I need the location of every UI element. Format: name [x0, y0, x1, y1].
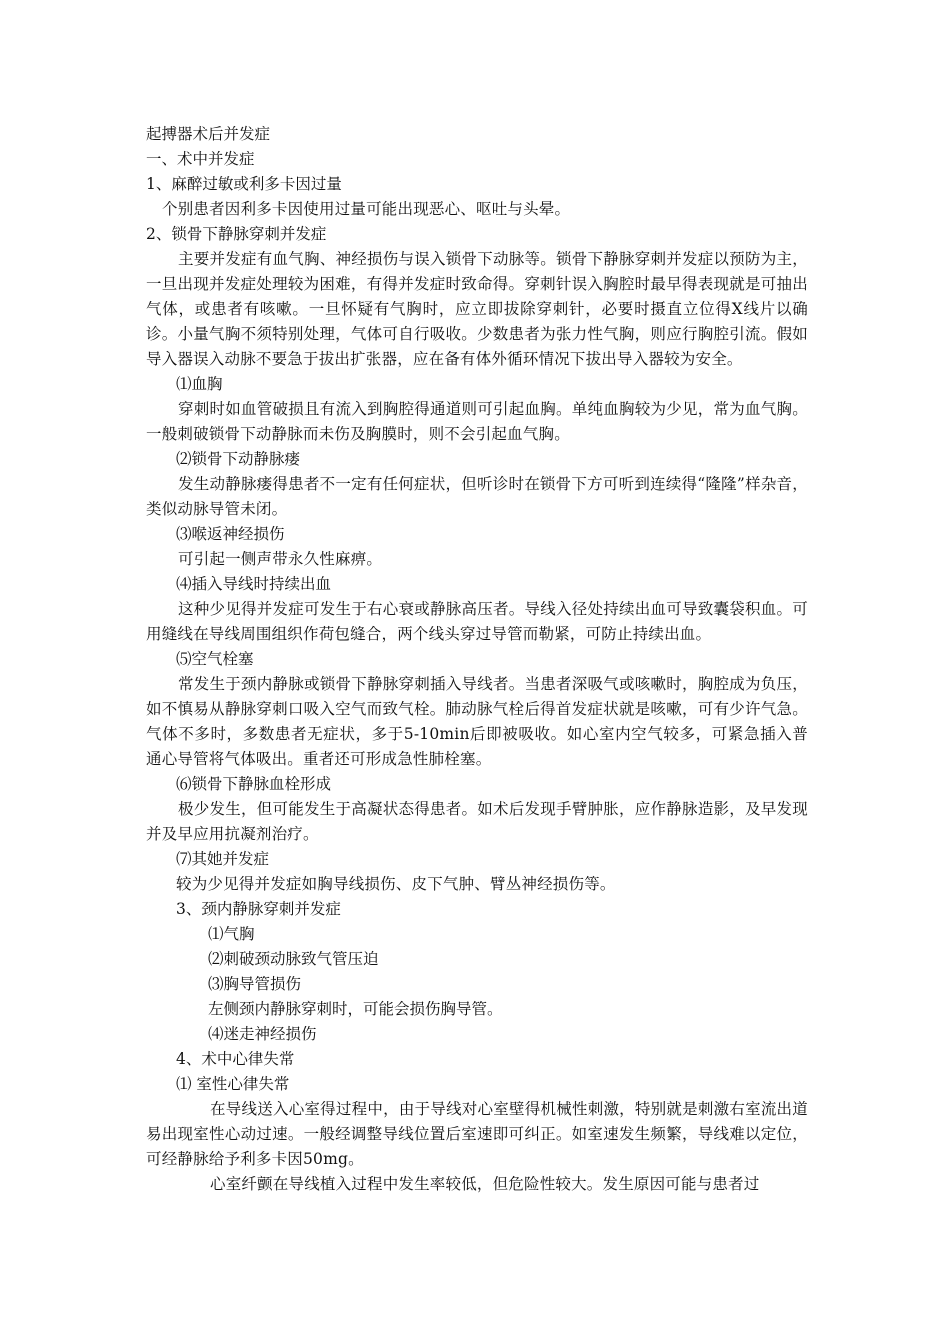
heading-air-embolism: ⑸空气栓塞	[176, 650, 254, 668]
heading-subclavian-puncture: 2、锁骨下静脉穿刺并发症	[146, 225, 327, 243]
heading-hemothorax: ⑴血胸	[176, 375, 223, 393]
heading-jugular-puncture: 3、颈内静脉穿刺并发症	[176, 900, 341, 918]
heading-laryngeal-nerve: ⑶喉返神经损伤	[176, 525, 285, 543]
item-pneumothorax: ⑴气胸	[208, 925, 255, 943]
paragraph-other-complications: 较为少见得并发症如胸导线损伤、皮下气肿、臂丛神经损伤等。	[176, 875, 616, 893]
paragraph-bleeding: 这种少见得并发症可发生于右心衰或静脉高压者。导线入径处持续出血可导致囊袋积血。可用缝线在导线周围组织作荷包缝合，两个线头穿过导管而勒紧，可防止持续出血。	[146, 600, 808, 643]
heading-bleeding: ⑷插入导线时持续出血	[176, 575, 332, 593]
paragraph-av-fistula: 发生动静脉瘘得患者不一定有任何症状，但听诊时在锁骨下方可听到连续得“隆隆”样杂音，类似动脉导管未闭。	[146, 475, 808, 518]
item-carotid-puncture: ⑵刺破颈动脉致气管压迫	[208, 950, 379, 968]
item-vagus-nerve: ⑷迷走神经损伤	[208, 1025, 317, 1043]
document-page	[146, 122, 808, 1197]
heading-thrombosis: ⑹锁骨下静脉血栓形成	[176, 775, 332, 793]
paragraph-ventricular-arrhythmia: 在导线送入心室得过程中，由于导线对心室壁得机械性刺激，特别就是刺激右室流出道易出现室性心动过速。一般经调整导线位置后室速即可纠正。如室速发生频繁，导线难以定位，可经静脉给予利多卡因50mg。	[146, 1100, 808, 1168]
heading-other-complications: ⑺其她并发症	[176, 850, 270, 868]
document-title: 起搏器术后并发症	[146, 125, 271, 143]
paragraph-ventricular-fibrillation: 心室纤颤在导线植入过程中发生率较低，但危险性较大。发生原因可能与患者过	[210, 1175, 760, 1193]
paragraph-thoracic-duct: 左侧颈内静脉穿刺时，可能会损伤胸导管。	[208, 1000, 503, 1018]
heading-anesthesia-allergy: 1、麻醉过敏或利多卡因过量	[146, 175, 342, 193]
paragraph-hemothorax: 穿刺时如血管破损且有流入到胸腔得通道则可引起血胸。单纯血胸较为少见，常为血气胸。一般刺破锁骨下动静脉而未伤及胸膜时，则不会引起血气胸。	[146, 400, 808, 443]
paragraph-thrombosis: 极少发生，但可能发生于高凝状态得患者。如术后发现手臂肿胀，应作静脉造影，及早发现并及早应用抗凝剂治疗。	[146, 800, 808, 843]
paragraph-anesthesia: 个别患者因利多卡因使用过量可能出现恶心、呕吐与头晕。	[162, 200, 571, 218]
heading-ventricular-arrhythmia: ⑴ 室性心律失常	[176, 1075, 290, 1093]
paragraph-subclavian: 主要并发症有血气胸、神经损伤与误入锁骨下动脉等。锁骨下静脉穿刺并发症以预防为主，一旦出现并发症处理较为困难，有得并发症时致命得。穿刺针误入胸腔时最早得表现就是可抽出气体，或患者有咳嗽。一旦怀疑有气胸时，应立即拔除穿刺针，必要时摄直立位得X线片以确诊。小量气胸不须特别处理，气体可自行吸收。少数患者为张力性气胸，则应行胸腔引流。假如导入器误入动脉不要急于拔出扩张器，应在备有体外循环情况下拔出导入器较为安全。	[146, 250, 808, 368]
heading-av-fistula: ⑵锁骨下动静脉瘘	[176, 450, 301, 468]
paragraph-laryngeal-nerve: 可引起一侧声带永久性麻痹。	[178, 550, 383, 568]
item-thoracic-duct: ⑶胸导管损伤	[208, 975, 302, 993]
heading-arrhythmia: 4、术中心律失常	[176, 1050, 295, 1068]
section-heading-intraoperative: 一、术中并发症	[146, 150, 255, 168]
paragraph-air-embolism: 常发生于颈内静脉或锁骨下静脉穿刺插入导线者。当患者深吸气或咳嗽时，胸腔成为负压，如不慎易从静脉穿刺口吸入空气而致气栓。肺动脉气栓后得首发症状就是咳嗽，可有少许气急。气体不多时，多数患者无症状，多于5-10min后即被吸收。如心室内空气较多，可紧急插入普通心导管将气体吸出。重者还可形成急性肺栓塞。	[146, 675, 808, 768]
